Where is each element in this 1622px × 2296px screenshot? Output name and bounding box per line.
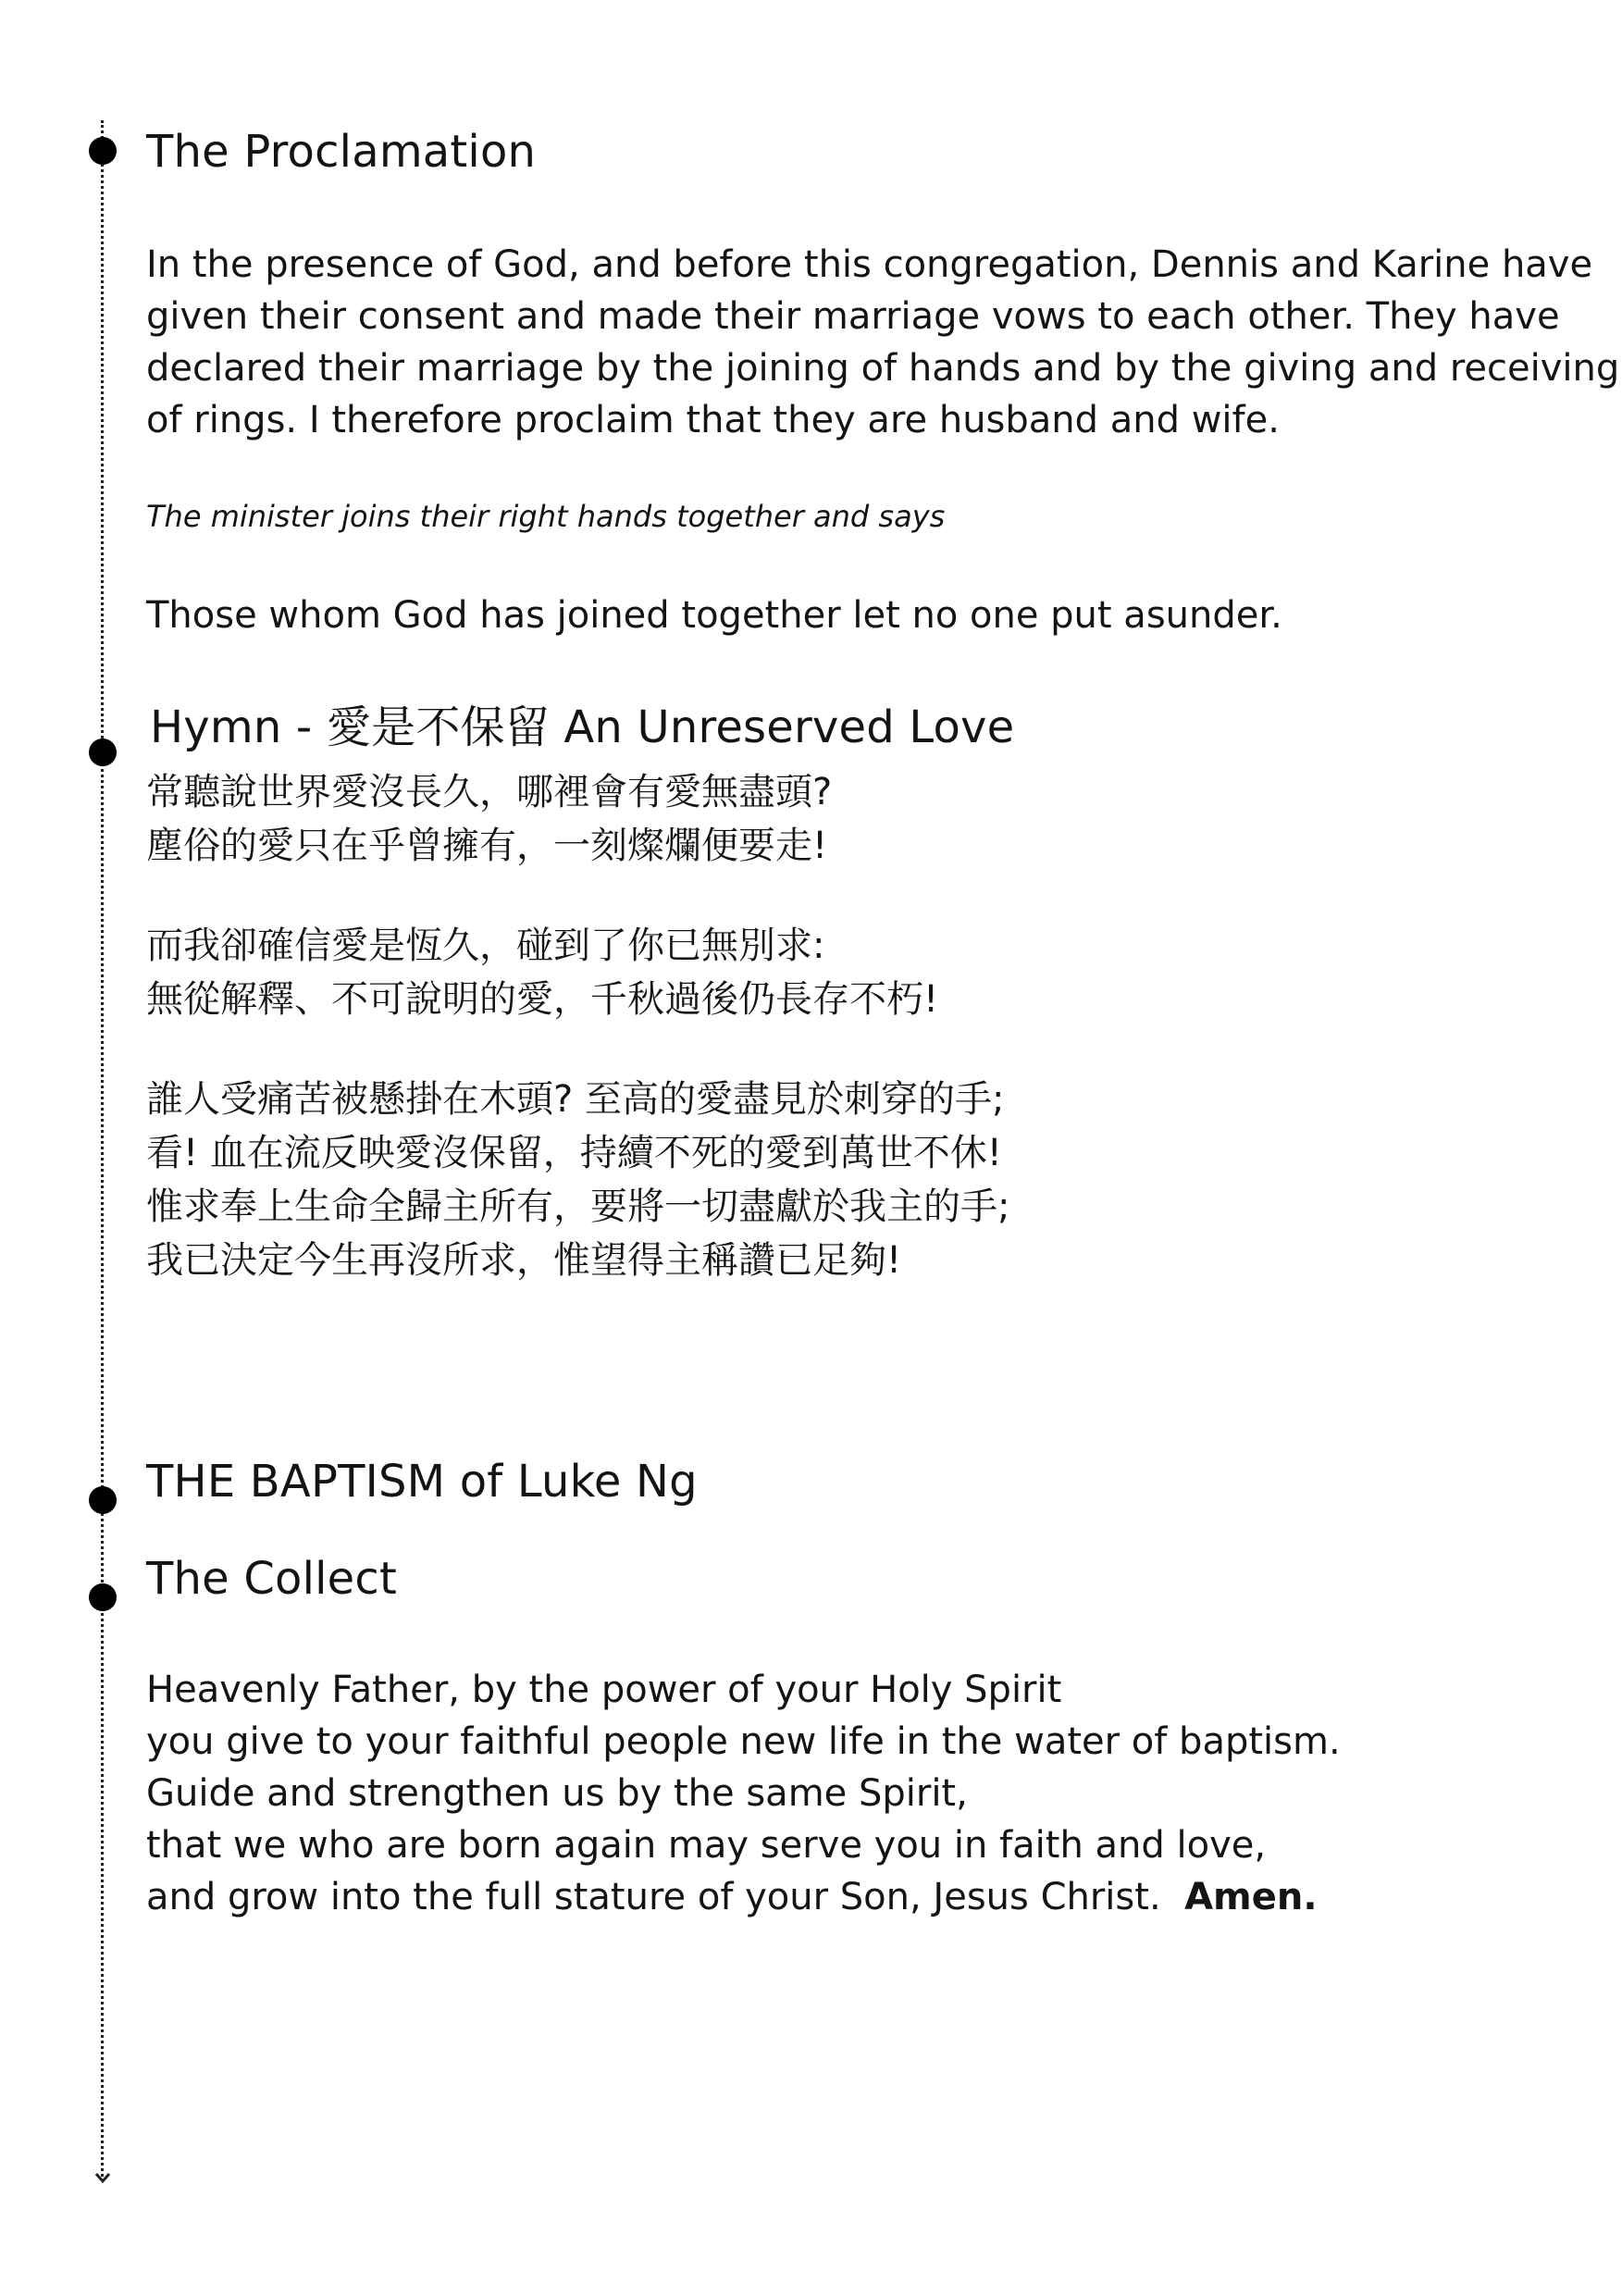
hymn-stanza-3 [146, 1073, 1009, 1287]
hymn-line: 看! 血在流反映愛沒保留，持續不死的愛到萬世不休! [146, 1132, 1002, 1174]
hymn-line: 而我卻確信愛是恆久，碰到了你已無別求: [146, 925, 825, 967]
hymn-line: 塵俗的愛只在乎曾擁有，一刻燦爛便要走! [146, 825, 828, 867]
hymn-heading: Hymn - 愛是不保留 An Unreserved Love [150, 701, 1015, 753]
hymn-stanza-2 [146, 919, 938, 1026]
proclamation-line: declared their marriage by the joining of hands and by the giving and receiving [146, 347, 1620, 390]
hymn-stanza-1 [146, 765, 832, 873]
collect-line: Heavenly Father, by the power of your Holy Spirit [146, 1669, 1062, 1711]
proclamation-declaration: Those whom God has joined together let no one put asunder. [146, 594, 1282, 637]
baptism-heading: THE BAPTISM of Luke Ng [146, 1456, 698, 1508]
timeline-dot-collect [89, 1583, 117, 1611]
proclamation-rubric: The minister joins their right hands together and says [146, 499, 946, 534]
collect-last-text: and grow into the full stature of your Son, Jesus Christ. [146, 1876, 1185, 1918]
timeline-dot-proclamation [89, 137, 117, 165]
hymn-line: 惟求奉上生命全歸主所有，要將一切盡獻於我主的手; [146, 1185, 1010, 1228]
timeline-dot-hymn [89, 738, 117, 766]
collect-line: Guide and strengthen us by the same Spirit, [146, 1772, 968, 1815]
hymn-line: 我已決定今生再沒所求，惟望得主稱讚已足夠! [146, 1239, 902, 1282]
hymn-line: 無從解釋、不可說明的愛，千秋過後仍長存不朽! [146, 978, 939, 1021]
collect-line: that we who are born again may serve you in faith and love, [146, 1824, 1267, 1867]
collect-heading: The Collect [146, 1553, 398, 1605]
proclamation-line: In the presence of God, and before this congregation, Dennis and Karine have [146, 243, 1593, 286]
collect-line: you give to your faithful people new life in the water of baptism. [146, 1720, 1341, 1763]
proclamation-line: of rings. I therefore proclaim that they are husband and wife. [146, 399, 1280, 441]
hymn-line: 誰人受痛苦被懸掛在木頭? 至高的愛盡見於刺穿的手; [146, 1078, 1005, 1121]
collect-prayer [146, 1664, 1341, 1923]
proclamation-heading: The Proclamation [146, 126, 537, 178]
timeline-arrow-icon [94, 2171, 111, 2184]
hymn-line: 常聽說世界愛沒長久，哪裡會有愛無盡頭? [146, 771, 833, 813]
timeline-line [101, 120, 104, 2177]
amen-response: Amen. [1184, 1876, 1318, 1918]
timeline-dot-baptism [89, 1486, 117, 1514]
proclamation-line: given their consent and made their marriage vows to each other. They have [146, 295, 1560, 338]
collect-line-last [146, 1871, 1341, 1923]
proclamation-paragraph [146, 239, 1619, 446]
